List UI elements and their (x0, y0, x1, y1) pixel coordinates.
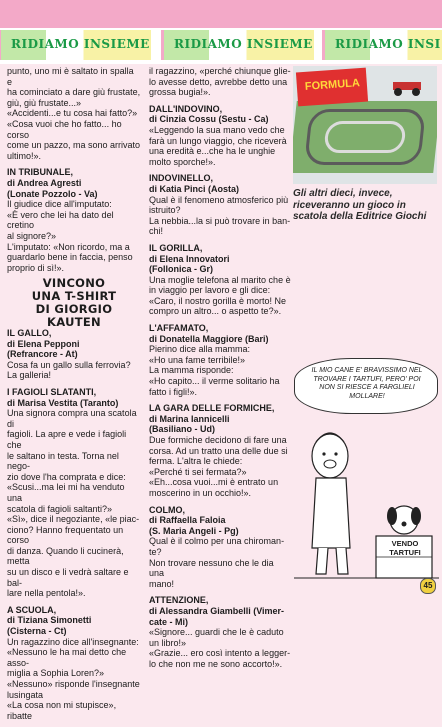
joke-place: cate - Mi) (149, 616, 189, 627)
continued-joke (149, 66, 291, 98)
joke-gallo (7, 328, 141, 381)
joke-place: (Basiliano - Ud) (149, 424, 216, 435)
banner-title: RIDIAMO INSI (335, 37, 441, 51)
banner-title: RIDIAMO INSIEME (174, 37, 313, 51)
crate-sign: VENDO TARTUFI (389, 539, 421, 557)
joke-colmo (149, 505, 291, 590)
joke-place: (S. Maria Angeli - Pg) (149, 525, 239, 536)
column-left-top (7, 66, 141, 279)
text-line: «Nessuno» risponde l'insegnante (7, 679, 140, 689)
joke-title: IL GORILLA, (149, 242, 203, 253)
joke-title: LA GARA DELLE FORMICHE, (149, 403, 275, 414)
text-line: Una signora compra una scatola di (7, 408, 137, 429)
joke-formiche (149, 403, 291, 498)
text-line: L'imputato: «Non ricordo, ma a (7, 241, 130, 252)
text-line: «Perché ti sei fermata?» (149, 466, 247, 477)
text-line: «Nessuno le ha mai detto che asso- (7, 647, 127, 668)
joke-title: L'AFFAMATO, (149, 323, 209, 334)
text-line: «Cosa vuoi che ho fatto... ho corso (7, 118, 122, 140)
joke-affamato (149, 323, 291, 397)
text-line: proprio di sì!». (7, 262, 65, 273)
text-line: «Sì», dice il negoziante, «le piac- (7, 514, 140, 525)
text-line: La galleria! (7, 370, 52, 381)
joke-title: INDOVINELLO, (149, 173, 214, 184)
game-box (296, 68, 368, 107)
text-line: La nebbia...la si può trovare in ban- (149, 215, 291, 226)
banner-tile (161, 30, 314, 60)
text-line: ciono? Hanno frequentato un corso (7, 524, 124, 546)
text-line: «Scusi...ma lei mi ha venduto una (7, 482, 125, 503)
text-line: il ragazzino, «perché chiunque glie- (149, 66, 291, 76)
man-and-dog-icon (294, 418, 439, 586)
game-board (293, 101, 437, 173)
column-middle (149, 66, 291, 675)
text-line: Un ragazzino dice all'insegnante: (7, 636, 139, 647)
text-line: chi! (149, 226, 164, 237)
text-line: grossa bugia!». (149, 87, 211, 98)
joke-place: (Lonate Pozzolo - Va) (7, 188, 98, 199)
text-line: su un disco e li vedrà saltare e bal- (7, 567, 129, 588)
joke-place: (Follonica - Gr) (149, 264, 213, 275)
text-line: «È vero che lei ha dato del cretino (7, 209, 114, 231)
text-line: Due formiche decidono di fare una (149, 435, 287, 445)
joke-author: di Elena Pepponi (7, 338, 80, 349)
joke-tribunale (7, 167, 141, 273)
text-line: guardarlo bene in faccia, penso (7, 252, 133, 263)
text-line: Il giudice dice all'imputato: (7, 199, 112, 210)
text-line: una eredità e...che ha le unghie (149, 146, 276, 157)
joke-indovinello (149, 173, 291, 237)
text-line: La mamma risponde: (149, 365, 234, 376)
joke-indovino (149, 104, 291, 168)
joke-attenzione (149, 595, 291, 669)
text-line: «Ho una fame terribile!» (149, 354, 246, 365)
text-line: un libro!» (149, 637, 187, 648)
joke-author: di Raffaella Faloia (149, 515, 226, 526)
text-line: giù, giù frustate...» (7, 97, 82, 108)
text-line: te? (149, 546, 162, 557)
text-line: scatola di fagioli saltanti?» (7, 503, 113, 514)
text-line: «Accidenti...e tu cosa hai fatto?» (7, 108, 138, 119)
text-line: punto, uno mi è saltato in spalla e (7, 66, 134, 87)
text-line: fatto i figli!». (149, 386, 198, 397)
joke-title: A SCUOLA, (7, 604, 57, 615)
photo-caption: Gli altri dieci, invece, riceveranno un gioco in scatola della Editrice Giochi (293, 188, 427, 222)
joke-fagioli (7, 387, 141, 599)
joke-author: di Andrea Agresti (7, 177, 82, 188)
text-line: mano! (149, 578, 175, 589)
column-left-bottom (7, 328, 141, 727)
text-line: «Caro, il nostro gorilla è morto! Ne (149, 295, 287, 306)
joke-title: IN TRIBUNALE, (7, 167, 73, 178)
board-game-photo (293, 66, 437, 184)
text-line: Pierino dice alla mamma: (149, 344, 251, 355)
joke-title: ATTENZIONE, (149, 595, 209, 606)
text-line: le saltano in testa. Torna nel nego- (7, 450, 119, 472)
text-line: Non trovare nessuno che le dia una (149, 557, 274, 579)
cartoon-illustration (294, 358, 439, 590)
text-line: miglia a Sophia Loren?» (7, 668, 105, 679)
text-line: ferma. L'altra le chiede: (149, 456, 243, 467)
text-line: Qual è il fenomeno atmosferico più (149, 194, 289, 205)
text-line: Qual è il colmo per una chiroman- (149, 536, 285, 547)
text-line: lusingata (7, 689, 44, 700)
text-line: «La cosa non mi stupisce», ribatte (7, 700, 117, 721)
joke-title: IL GALLO, (7, 328, 52, 338)
race-track-inner (323, 121, 406, 153)
game-box-label: FORMULA (304, 77, 361, 93)
prize-heading-line: UNA T-SHIRT (31, 289, 117, 303)
joke-author: di Elena Innovatori (149, 253, 230, 264)
speech-bubble-text: IL MIO CANE E' BRAVISSIMO NEL TROVARE I TARTUFI, PERO' POI NON SI RIESCE A FARGLIELI MOLLARE! (311, 367, 423, 400)
page-number: 45 (420, 578, 436, 594)
text-line: ha cominciato a dare giù frustate, (7, 87, 141, 98)
text-line: «Signore... guardi che le è caduto (149, 627, 284, 638)
prize-heading (7, 277, 141, 329)
text-line: zio dove l'ha comprata e dice: (7, 471, 126, 482)
continued-joke (7, 66, 141, 161)
text-line: farà un lungo viaggio, che riceverà (149, 135, 287, 146)
banner-title: RIDIAMO INSIEME (11, 37, 150, 51)
prize-heading-line: VINCONO (42, 276, 106, 290)
text-line: «Leggendo la sua mano vedo che (149, 124, 285, 135)
text-line: «Ho capito... il verme solitario ha (149, 376, 280, 387)
text-line: Una moglie telefona al marito che è (149, 274, 291, 285)
joke-place: (Refrancore - At) (7, 349, 78, 360)
joke-author: di Alessandra Giambelli (Vimer- (149, 605, 285, 616)
text-line: lo avesse detto, avrebbe detto una (149, 76, 288, 87)
joke-title: I FAGIOLI SLATANTI, (7, 386, 97, 397)
text-line: ultimo!». (7, 150, 42, 161)
joke-author: di Katia Pinci (Aosta) (149, 183, 240, 194)
joke-author: di Tiziana Simonetti (7, 615, 92, 626)
joke-title: COLMO, (149, 504, 185, 515)
prize-heading-line: DI GIORGIO KAUTEN (35, 302, 113, 329)
joke-scuola (7, 605, 141, 722)
text-line: «Eh...cosa vuoi...mi è entrato un (149, 477, 279, 488)
text-line: corsa. Ad un tratto una delle due si (149, 445, 288, 456)
text-line: come un pazzo, ma sono arrivato (7, 140, 141, 151)
text-line: molto sporche!». (149, 156, 216, 167)
banner-tile (322, 30, 442, 60)
text-line: compro un altro... o aspetto te?». (149, 306, 282, 317)
joke-title: DALL'INDOVINO, (149, 103, 223, 114)
text-line: Cosa fa un gallo sulla ferrovia? (7, 359, 131, 370)
text-line: lare nella pentola!». (7, 588, 86, 599)
joke-place: (Cisterna - Ct) (7, 626, 67, 637)
text-line: di danza. Quando li cucinerà, metta (7, 545, 124, 567)
joke-author: di Donatella Maggiore (Bari) (149, 333, 269, 344)
race-car-icon (389, 72, 425, 98)
header-banner (0, 0, 442, 64)
joke-author: di Marisa Vestita (Taranto) (7, 397, 119, 408)
joke-author: di Marina Iannicelli (149, 413, 230, 424)
text-line: «Grazie... ero così intento a legger- (149, 648, 291, 659)
speech-bubble (294, 358, 438, 414)
joke-gorilla (149, 243, 291, 317)
joke-author: di Cinzia Cossu (Sestu - Ca) (149, 114, 269, 125)
text-line: moscerino in un occhio!». (149, 487, 252, 498)
text-line: fagioli. La apre e vede i fagioli che (7, 429, 127, 450)
text-line: in viaggio per lavoro e gli dice: (149, 285, 271, 296)
text-line: al signore?» (7, 230, 57, 241)
text-line: lo che non me ne sono accorto!». (149, 658, 283, 669)
text-line: istruito? (149, 205, 181, 216)
banner-tile (0, 30, 151, 60)
